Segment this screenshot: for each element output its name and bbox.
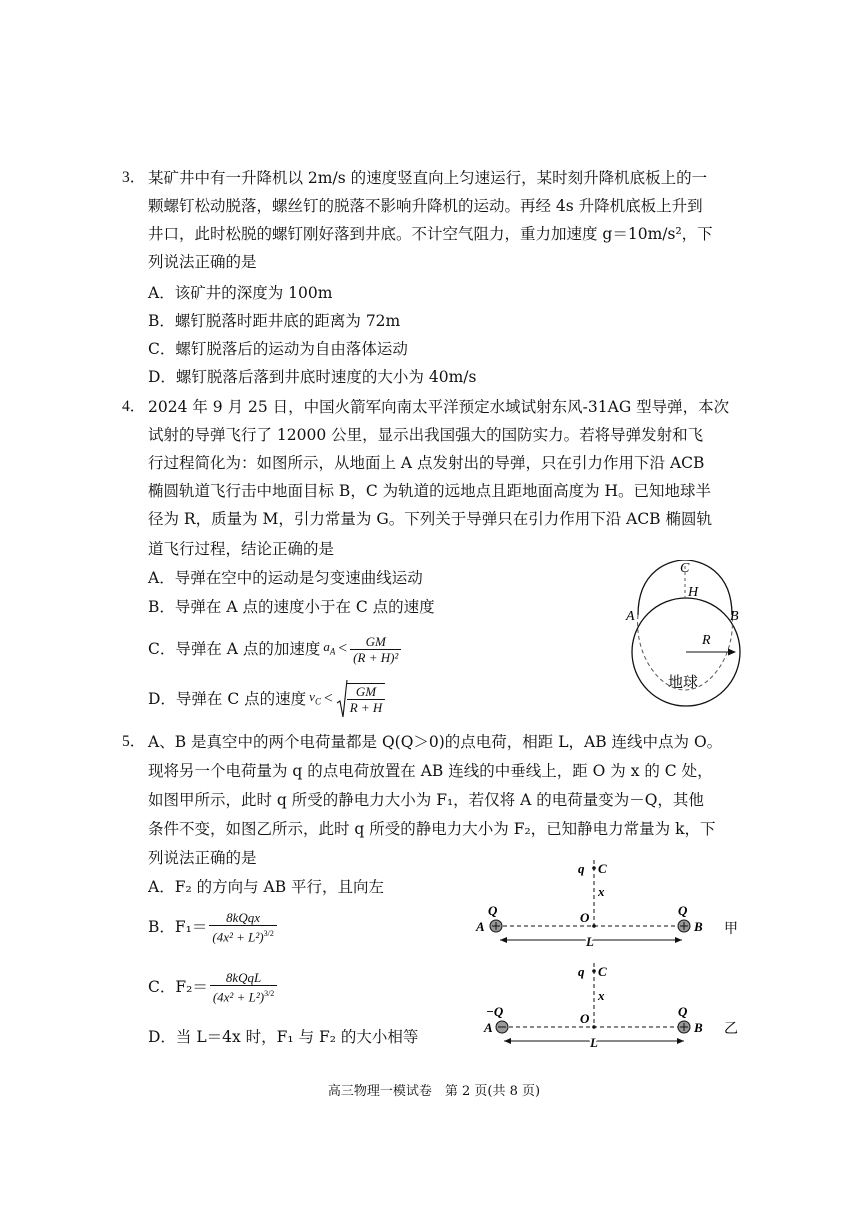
charge-q-point [592,969,596,973]
label-b: B [694,919,703,934]
q5-option-d: D．当 L＝4x 时，F₁ 与 F₂ 的大小相等 [148,1028,419,1046]
arrow-left-icon [504,1038,511,1044]
label-q: q [578,964,585,979]
q3-option-b: B．螺钉脱落时距井底的距离为 72m [148,312,401,330]
q5-stem-line-2: 现将另一个电荷量为 q 的点电荷放置在 AB 连线的中垂线上，距 O 为 x 的 C 处， [148,762,713,780]
radius-arrowhead-icon [728,649,736,656]
q4-option-d-rel: < [323,690,333,707]
label-l: L [590,1035,598,1050]
q4-option-c [148,626,401,672]
label-o: O [580,1011,590,1026]
q5-stem-line-4: 条件不变，如图乙所示，此时 q 所受的静电力大小为 F₂，已知静电力常量为 k，下 [148,820,716,838]
q4-stem-line-3: 行过程简化为：如图所示，从地面上 A 点发射出的导弹，只在引力作用下沿 ACB [148,454,705,472]
label-a: A [484,1020,493,1035]
figure-tag-yi: 乙 [724,1021,738,1037]
midpoint-o [592,924,596,928]
q4-stem-line-1: 2024 年 9 月 25 日，中国火箭军向南太平洋预定水域试射东风-31AG 型导弹，本次 [148,398,730,416]
q5-option-b [148,902,277,952]
q3-option-d: D．螺钉脱落后落到井底时速度的大小为 40m/s [148,368,477,386]
q3-option-c: C．螺钉脱落后的运动为自由落体运动 [148,340,408,358]
q4-option-c-var: $a_A$ [323,638,336,657]
q5-option-b-text: B．F₁＝ [148,918,208,936]
label-earth: 地球 [668,673,699,691]
label-qb: Q [678,1004,688,1019]
q3-number: 3． [122,169,146,186]
label-q: q [578,861,585,876]
q4-stem-line-6: 道飞行过程，结论正确的是 [148,540,335,558]
q5-option-c-text: C．F₂＝ [148,978,208,996]
charge-q-point [592,866,596,870]
q5-option-b-fraction: $\frac{\text{8kQqx}}{(4x^2 + L^2)^{3/2}}$ [209,910,276,944]
q4-option-b: B．导弹在 A 点的速度小于在 C 点的速度 [148,598,435,616]
label-qb: Q [678,903,688,918]
label-h: H [688,585,699,600]
q4-option-c-rel: < [338,640,348,657]
q4-stem-line-5: 径为 R，质量为 M，引力常量为 G。下列关于导弹只在引力作用下沿 ACB 椭圆轨 [148,510,713,528]
page-footer: 高三物理一模试卷 第 2 页(共 8 页) [327,1084,541,1099]
label-o: O [580,910,590,925]
arrow-right-icon [677,1038,684,1044]
label-a: A [626,609,635,624]
arrow-right-icon [675,937,682,943]
label-qa: −Q [486,1004,504,1019]
q5-figure-jia [470,852,750,952]
q4-option-d-text: D．导弹在 C 点的速度 [148,690,307,708]
label-c: C [598,964,607,979]
q5-option-c-fraction: $\frac{\text{8kQqL}}{(4x^2 + L^2)^{3/2}}$ [210,970,277,1004]
q3-option-a: A．该矿井的深度为 100m [148,284,333,302]
q3-stem-line-2: 颗螺钉松动脱落，螺丝钉的脱落不影响升降机的运动。再经 4s 升降机底板上升到 [148,197,703,215]
q4-option-d-sqrt: $\frac{GM}{R + H}$ [336,679,386,719]
label-c: C [598,861,607,876]
q5-number: 5． [122,733,146,750]
q4-option-d [148,676,385,722]
label-c: C [680,561,690,576]
label-b: B [730,609,739,624]
midpoint-o [592,1025,596,1029]
label-qa: Q [488,903,498,918]
figure-tag-jia: 甲 [724,921,738,937]
q5-stem-line-1: A、B 是真空中的两个电荷量都是 Q(Q＞0)的点电荷，相距 L，AB 连线中点为 O。 [148,733,723,751]
q5-option-a: A．F₂ 的方向与 AB 平行，且向左 [148,878,385,896]
q4-option-a: A．导弹在空中的运动是匀变速曲线运动 [148,569,423,587]
arrow-left-icon [500,937,507,943]
q4-option-d-var: $v_C$ [309,688,321,707]
q5-stem-line-5: 列说法正确的是 [148,849,257,867]
q5-figure-yi [470,955,750,1055]
q5-option-c [148,962,277,1012]
q3-stem-line-1: 某矿井中有一升降机以 2m/s 的速度竖直向上匀速运行，某时刻升降机底板上的一 [148,169,708,187]
q4-stem-line-2: 试射的导弹飞行了 12000 公里，显示出我国强大的国防实力。若将导弹发射和飞 [148,426,704,444]
label-x: x [598,884,605,899]
label-x: x [598,988,605,1003]
q4-option-c-fraction: $\frac{GM}{\text{(R + H)²}}$ [350,634,401,665]
q3-stem-line-3: 井口，此时松脱的螺钉刚好落到井底。不计空气阻力，重力加速度 g＝10m/s²，下 [148,225,713,243]
q3-stem-line-4: 列说法正确的是 [148,253,257,271]
label-l: L [586,934,594,949]
q4-option-c-text: C．导弹在 A 点的加速度 [148,640,321,658]
q4-orbit-figure [620,560,750,710]
label-r: R [702,633,711,648]
label-b: B [694,1020,703,1035]
q4-stem-line-4: 椭圆轨道飞行击中地面目标 B，C 为轨道的远地点且距地面高度为 H。已知地球半 [148,482,712,500]
q4-number: 4． [122,398,146,415]
label-a: A [476,919,485,934]
q5-stem-line-3: 如图甲所示，此时 q 所受的静电力大小为 F₁，若仅将 A 的电荷量变为－Q，其他 [148,791,704,809]
